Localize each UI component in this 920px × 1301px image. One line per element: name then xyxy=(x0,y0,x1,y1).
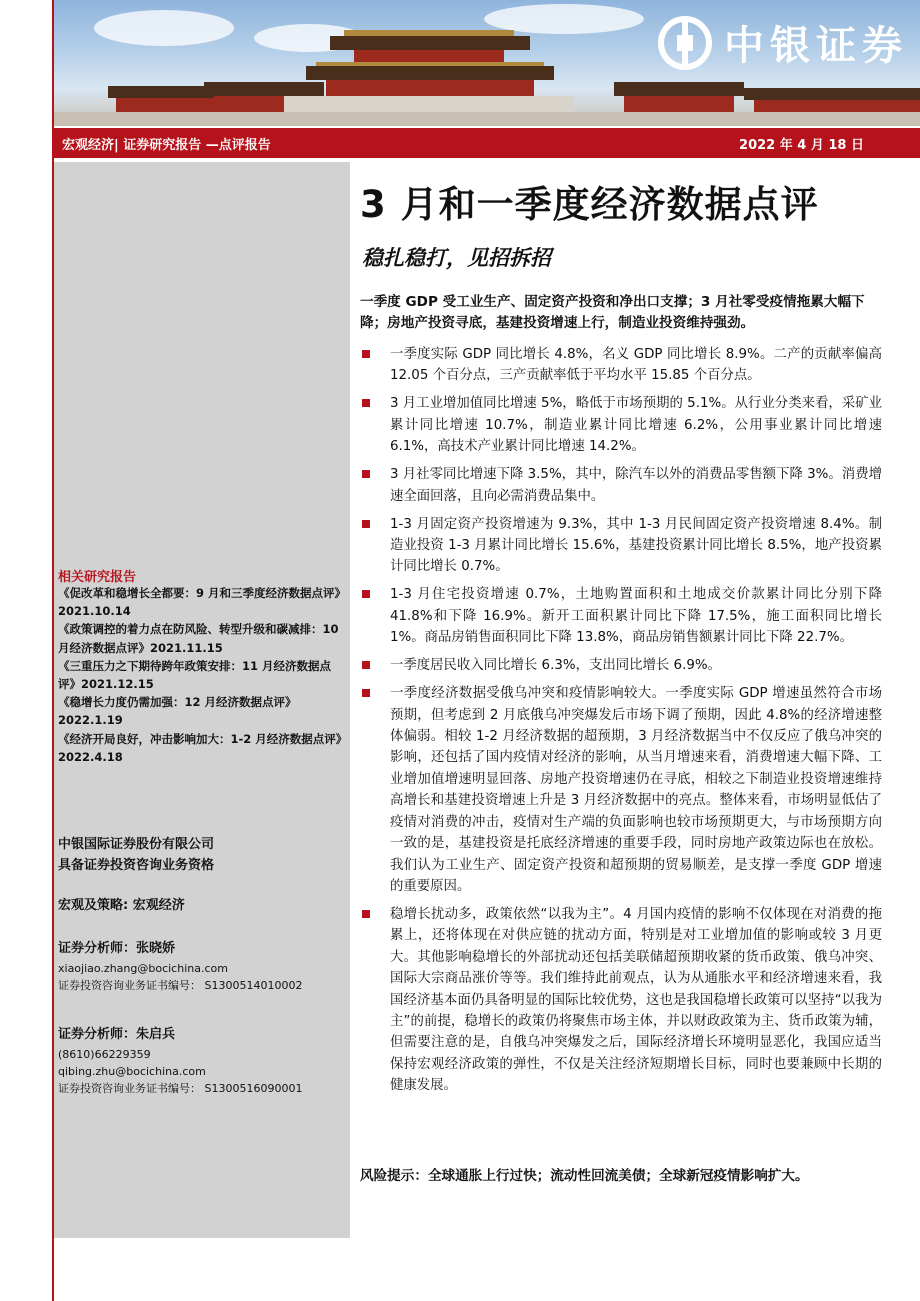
analyst-email[interactable]: xiaojiao.zhang@bocichina.com xyxy=(58,962,228,975)
related-reports-list xyxy=(58,584,344,766)
key-point-item xyxy=(360,514,882,578)
bank-of-china-logo xyxy=(658,14,908,71)
key-point-text: 一季度经济数据受俄乌冲突和疫情影响较大。一季度实际 GDP 增速虽然符合市场预期，但考虑到 2 月底俄乌冲突爆发后市场下调了预期，因此 4.8%的经济增速整体偏弱。相较 1-2 月经济数据的超预期，3 月经济数据当中不仅反应了俄乌冲突的影响，还包括了国内疫情对经济的影响，从当月增速来看，消费增速大幅下降、工业增加值增速明显回落、房地产投资增速仍在寻底，相较之下制造业投资增速维持高增长和基建投资增速上升是 3 月经济数据中的亮点。整体来看，市场明显低估了疫情对消费的冲击，疫情对生产端的负面影响也较市场预期更大，与市场预期方向一致的是，基建投资是托底经济增速的重要手段，同时房地产政策边际也在放松。我们认为工业生产、固定资产投资和超预期的贸易顺差，是支撑一季度 GDP 增速的重要原因。 xyxy=(390,686,882,894)
key-point-item xyxy=(360,344,882,387)
analyst-cert: 证券投资咨询业务证书编号： S1300516090001 xyxy=(58,1082,303,1095)
analyst-cert: 证券投资咨询业务证书编号： S1300514010002 xyxy=(58,979,303,992)
related-report-item: 《政策调控的着力点在防风险、转型升级和碳减排：10 月经济数据点评》2021.11.15 xyxy=(58,622,339,655)
key-point-text: 稳增长扰动多，政策依然“以我为主”。4 月国内疫情的影响不仅体现在对消费的拖累上，还将体现在对供应链的扰动方面，特别是对工业增加值的影响或较 3 月更大。其他影响稳增长的外部扰动还包括美联储超预期收紧的货币政策、俄乌冲突、国际大宗商品涨价等等。我们维持此前观点，认为从通胀水平和经济增速来看，我国经济基本面仍具备明显的国际比较优势，这也是我国稳增长政策可以坚持“以我为主”的前提，稳增长的政策仍将聚焦市场主体，并以财政政策为主、货币政策为辅，但需要注意的是，自俄乌冲突爆发之后，国际经济增长环境明显恶化，我国应适当保持宏观经济政策的弹性，不仅是关注经济短期增长目标，同时也要兼顾中长期的健康发展。 xyxy=(390,906,882,1094)
key-point-item xyxy=(360,584,882,648)
report-category: 宏观经济| 证券研究报告 —点评报告 xyxy=(62,137,271,153)
key-point-item xyxy=(360,683,882,897)
bullet-square-icon xyxy=(362,689,370,697)
analyst-phone: (8610)66229359 xyxy=(58,1048,151,1061)
bullet-square-icon xyxy=(362,470,370,478)
company-name: 中银国际证券股份有限公司 xyxy=(58,837,215,852)
report-date: 2022 年 4 月 18 日 xyxy=(739,137,864,153)
bullet-square-icon xyxy=(362,661,370,669)
key-point-item xyxy=(360,464,882,507)
related-report-item: 《经济开局良好，冲击影响加大：1-2 月经济数据点评》2022.4.18 xyxy=(58,731,342,764)
key-point-text: 3 月社零同比增速下降 3.5%，其中，除汽车以外的消费品零售额下降 3%。消费增速全面回落，且向必需消费品集中。 xyxy=(390,467,882,504)
key-point-text: 一季度居民收入同比增长 6.3%，支出同比增长 6.9%。 xyxy=(390,658,721,674)
report-summary: 一季度 GDP 受工业生产、固定资产投资和净出口支撑；3 月社零受疫情拖累大幅下降；房地产投资寻底，基建投资增速上行，制造业投资维持强劲。 xyxy=(360,294,865,331)
sidebar xyxy=(54,162,350,1238)
bullet-square-icon xyxy=(362,910,370,918)
key-point-text: 1-3 月住宅投资增速 0.7%，土地购置面积和土地成交价款累计同比分别下降 41.8%和下降 16.9%。新开工面积累计同比下降 17.5%，施工面积同比增长 1%。商品房销售面积同比下降 13.8%，商品房销售额累计同比下降 22.7%。 xyxy=(390,587,882,646)
key-point-text: 3 月工业增加值同比增速 5%，略低于市场预期的 5.1%。从行业分类来看，采矿业累计同比增速 10.7%，制造业累计同比增速 6.2%，公用事业累计同比增速 6.1%，高技术产业累计同比增速 14.2%。 xyxy=(390,396,882,455)
brand-name: 中银证券 xyxy=(724,22,908,69)
risk-warning: 风险提示：全球通胀上行过快；流动性回流美债；全球新冠疫情影响扩大。 xyxy=(360,1168,809,1184)
analyst-block xyxy=(58,938,302,994)
related-report-item: 《三重压力之下期待跨年政策安排：11 月经济数据点评》2021.12.15 xyxy=(58,658,332,692)
related-report-item: 《稳增长力度仍需加强：12 月经济数据点评》2022.1.19 xyxy=(58,695,297,728)
bullet-square-icon xyxy=(362,399,370,407)
analyst-email[interactable]: qibing.zhu@bocichina.com xyxy=(58,1065,206,1078)
header-banner xyxy=(54,0,920,126)
related-reports-title: 相关研究报告 xyxy=(58,570,137,585)
analyst-block xyxy=(58,1024,302,1097)
related-report-item: 《促改革和稳增长全都要：9 月和三季度经济数据点评》2021.10.14 xyxy=(58,586,341,619)
company-qualification: 具备证券投资咨询业务资格 xyxy=(58,858,215,873)
strategy-label: 宏观及策略: 宏观经济 xyxy=(58,898,185,913)
bullet-square-icon xyxy=(362,350,370,358)
bullet-square-icon xyxy=(362,590,370,598)
key-point-text: 1-3 月固定资产投资增速为 9.3%，其中 1-3 月民间固定资产投资增速 8.4%。制造业投资 1-3 月累计同比增长 15.6%，基建投资累计同比增长 8.5%，地产投资累计同比增长 0.7%。 xyxy=(390,516,882,575)
boc-emblem-icon xyxy=(658,16,712,70)
analyst-name: 证券分析师：朱启兵 xyxy=(58,1027,176,1042)
analyst-name: 证券分析师：张晓娇 xyxy=(58,941,176,956)
category-strip xyxy=(54,128,920,158)
report-subtitle: 稳扎稳打，见招拆招 xyxy=(362,245,551,270)
report-title: 3 月和一季度经济数据点评 xyxy=(360,183,819,226)
key-point-text: 一季度实际 GDP 同比增长 4.8%，名义 GDP 同比增长 8.9%。二产的贡献率偏高 12.05 个百分点，三产贡献率低于平均水平 15.85 个百分点。 xyxy=(390,347,882,384)
company-info xyxy=(58,834,214,876)
key-point-item xyxy=(360,655,882,676)
key-points-list xyxy=(360,344,882,1103)
key-point-item xyxy=(360,904,882,1097)
bullet-square-icon xyxy=(362,520,370,528)
key-point-item xyxy=(360,393,882,457)
